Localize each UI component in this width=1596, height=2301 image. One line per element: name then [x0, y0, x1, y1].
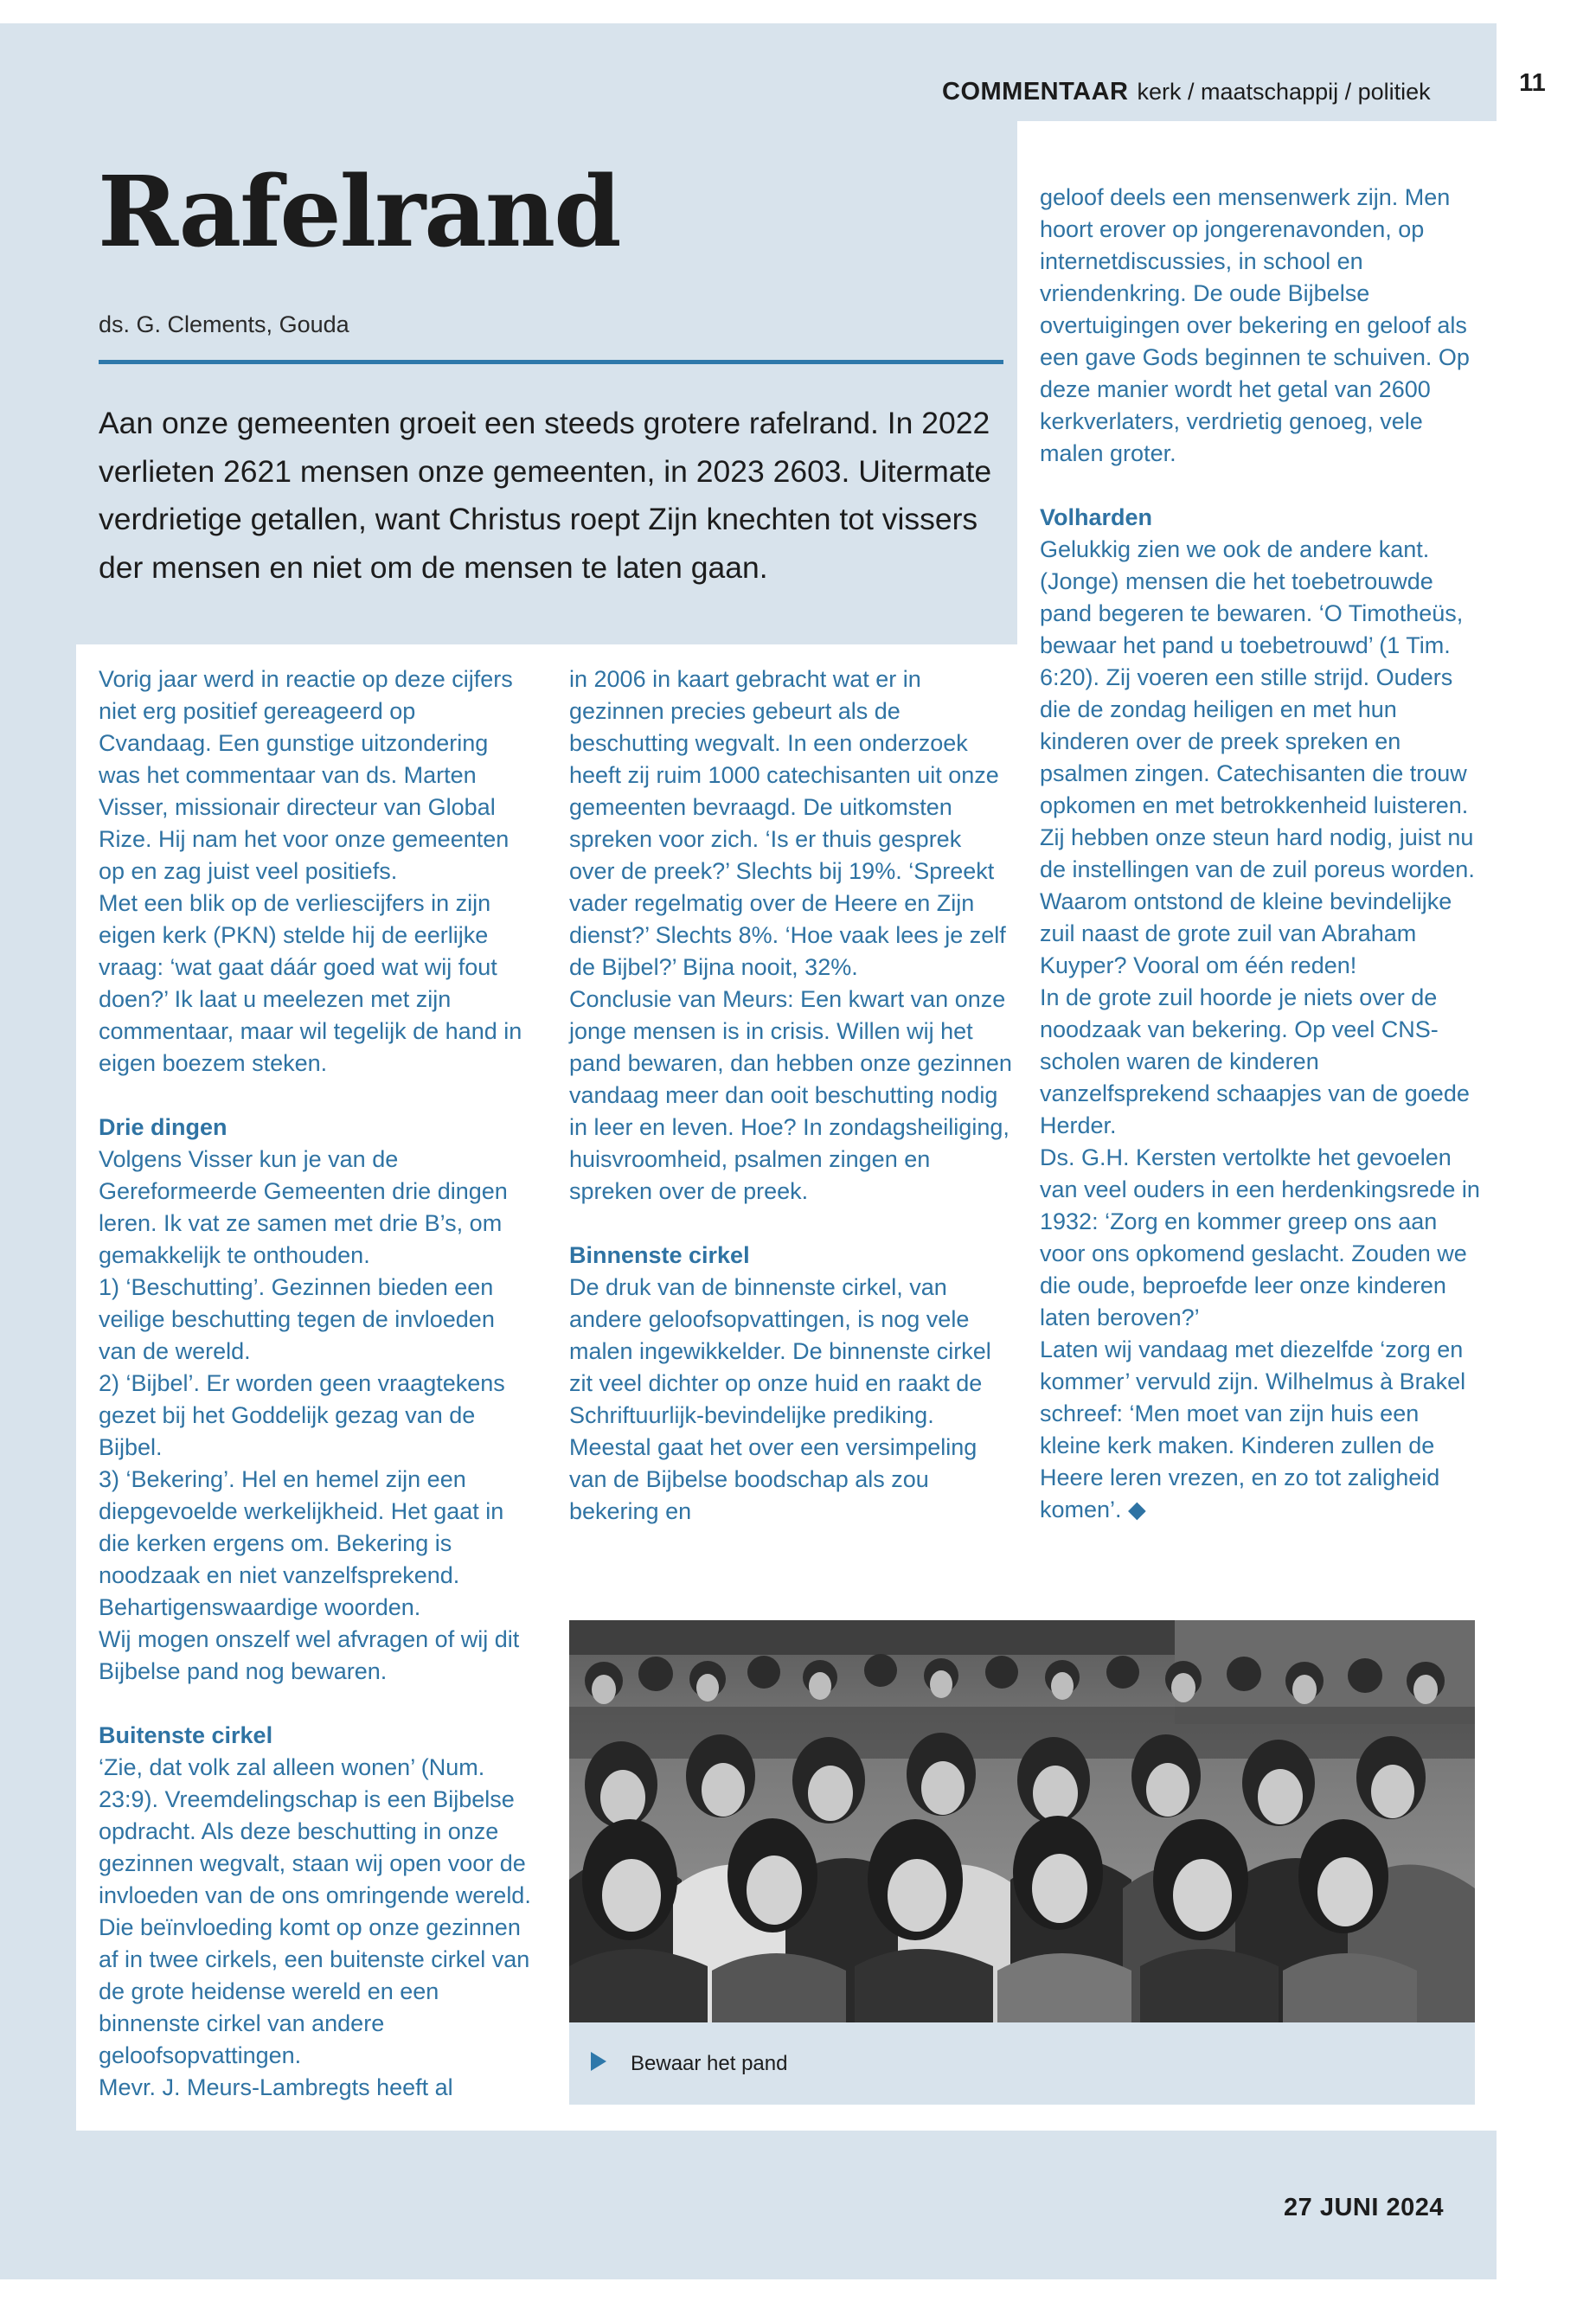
page-number: 11: [1519, 69, 1546, 97]
column-1: [99, 663, 533, 2104]
paragraph: Ds. G.H. Kersten vertolkte het gevoelen van veel ouders in een herdenkingsrede in 1932: ‘Zorg en kommer greep ons aan voor ons opkomend geslacht. Zouden we die oude, beproefde leer onze kinderen laten beroven?’: [1040, 1144, 1480, 1330]
list-item: 3) ‘Bekering’. Hel en hemel zijn een diepgevoelde werkelijkheid. Het gaat in die kerken ergens om. Bekering is noodzaak en niet vanzelfsprekend. Behartigenswaardige woorden.: [99, 1466, 504, 1620]
paragraph: De druk van de binnenste cirkel, van andere geloofsopvattingen, is nog vele malen ingewikkelder. De binnenste cirkel zit veel dichter op onze huid en raakt de Schriftuurlijk-bevindelijke prediking. Meestal gaat het over een versimpeling van de Bijbelse boodschap als zou bekering en: [569, 1274, 991, 1524]
title-divider: [99, 360, 1003, 364]
paragraph: Vorig jaar werd in reactie op deze cijfers niet erg positief gereageerd op Cvandaag. Een gunstige uitzondering was het commentaar van ds. Marten Visser, missionair directeur van Global Rize. Hij nam het voor onze gemeenten op en zag juist veel positiefs.: [99, 666, 513, 884]
paragraph: Volgens Visser kun je van de Gereformeerde Gemeenten drie dingen leren. Ik vat ze samen met drie B’s, om gemakkelijk te onthouden.: [99, 1146, 508, 1268]
article-author: ds. G. Clements, Gouda: [99, 311, 349, 337]
section-label: COMMENTAAR: [942, 78, 1129, 106]
audience-photo: [569, 1620, 1475, 2022]
photo-caption: Bewaar het pand: [631, 2052, 788, 2075]
section-topics: kerk / maatschappij / politiek: [1137, 79, 1431, 105]
article-title: Rafelrand: [98, 156, 620, 269]
subheading-binnenste-cirkel: Binnenste cirkel: [569, 1242, 750, 1268]
paragraph: Met een blik op de verliescijfers in zijn eigen kerk (PKN) stelde hij de eerlijke vraag: ‘wat gaat dáár goed wat wij fout doen?’ Ik laat u meelezen met zijn commentaar, maar wil tegelijk de hand in eigen boezem steken.: [99, 890, 522, 1076]
paragraph: Mevr. J. Meurs-Lambregts heeft al: [99, 2074, 453, 2100]
paragraph: geloof deels een mensenwerk zijn. Men hoort erover op jongerenavonden, op internetdiscussies, in school en vriendenkring. De oude Bijbelse overtuigingen over bekering en geloof als een gave Gods beginnen te schuiven. Op deze manier wordt het getal van 2600 kerkverlaters, verdrietig genoeg, vele malen groter.: [1040, 184, 1470, 466]
list-item: 1) ‘Beschutting’. Gezinnen bieden een veilige beschutting tegen de invloeden van de wereld.: [99, 1274, 495, 1364]
subheading-volharden: Volharden: [1040, 504, 1153, 530]
paragraph: ‘Zie, dat volk zal alleen wonen’ (Num. 23:9). Vreemdelingschap is een Bijbelse opdracht. Als deze beschutting in onze gezinnen wegvalt, staan wij open voor de invloeden van de ons omringende wereld. Die beïnvloeding komt op onze gezinnen af in twee cirkels, een buitenste cirkel van de grote heidense wereld en een binnenste cirkel van andere geloofsopvattingen.: [99, 1754, 531, 2068]
paragraph: in 2006 in kaart gebracht wat er in gezinnen precies gebeurt als de beschutting wegvalt. In een onderzoek heeft zij ruim 1000 catechisanten uit onze gemeenten bevraagd. De uitkomsten spreken voor zich. ‘Is er thuis gesprek over de preek?’ Slechts bij 19%. ‘Spreekt vader regelmatig over de Heere en Zijn dienst?’ Slechts 8%. ‘Hoe vaak lees je zelf de Bijbel?’ Bijna nooit, 32%.: [569, 666, 1006, 980]
subheading-drie-dingen: Drie dingen: [99, 1114, 228, 1140]
paragraph: Waarom ontstond de kleine bevindelijke zuil naast de grote zuil van Abraham Kuyper? Vooral om één reden!: [1040, 888, 1452, 978]
list-item: 2) ‘Bijbel’. Er worden geen vraagtekens gezet bij het Goddelijk gezag van de Bijbel.: [99, 1370, 505, 1460]
article-lead: Aan onze gemeenten groeit een steeds grotere rafelrand. In 2022 verlieten 2621 mensen onze gemeenten, in 2023 2603. Uitermate verdrietige getallen, want Christus roept Zijn knechten tot vissers der mensen en niet om de mensen te laten gaan.: [99, 406, 992, 585]
paragraph: Zij hebben onze steun hard nodig, juist nu de instellingen van de zuil poreus worden.: [1040, 824, 1475, 882]
column-3: [1040, 182, 1481, 1526]
paragraph: Conclusie van Meurs: Een kwart van onze jonge mensen is in crisis. Willen wij het pand bewaren, dan hebben onze gezinnen vandaag meer dan ooit beschutting nodig in leer en leven. Hoe? In zondagsheiliging, huisvroomheid, psalmen zingen en spreken over de preek.: [569, 986, 1012, 1204]
section-header: [942, 78, 1431, 106]
column-2: [569, 663, 1012, 1528]
paragraph: In de grote zuil hoorde je niets over de noodzaak van bekering. Op veel CNS-scholen waren de kinderen vanzelfsprekend schaapjes van de goede Herder.: [1040, 984, 1470, 1138]
paragraph: Laten wij vandaag met diezelfde ‘zorg en kommer’ vervuld zijn. Wilhelmus à Brakel schreef: ‘Men moet van zijn huis een kleine kerk maken. Kinderen zullen de Heere leren vrezen, en zo tot zaligheid komen’. ◆: [1040, 1336, 1466, 1522]
subheading-buitenste-cirkel: Buitenste cirkel: [99, 1722, 273, 1748]
issue-date: 27 JUNI 2024: [1284, 2194, 1444, 2221]
paragraph: Wij mogen onszelf wel afvragen of wij dit Bijbelse pand nog bewaren.: [99, 1626, 520, 1684]
paragraph: Gelukkig zien we ook de andere kant. (Jonge) mensen die het toebetrouwde pand begeren te bewaren. ‘O Timotheüs, bewaar het pand u toebetrouwd’ (1 Tim. 6:20). Zij voeren een stille strijd. Ouders die de zondag heiligen en met hun kinderen over de preek spreken en psalmen zingen. Catechisanten die trouw opkomen en met betrokkenheid luisteren.: [1040, 536, 1469, 818]
caption-arrow-icon: [591, 2052, 606, 2071]
